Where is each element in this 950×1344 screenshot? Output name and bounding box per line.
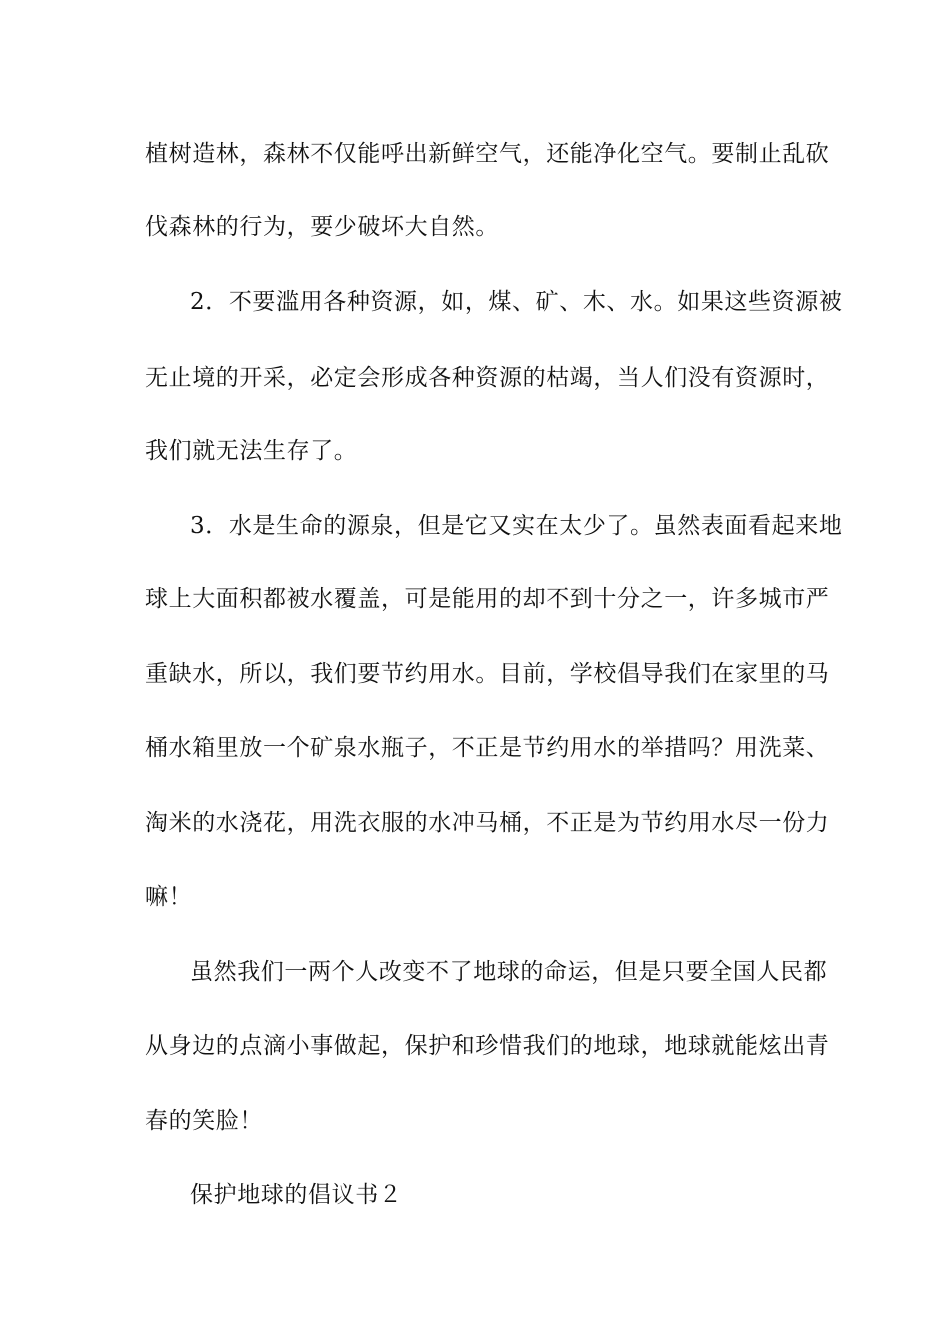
text-line-11: 嘛！ bbox=[145, 884, 193, 910]
section-heading: 保护地球的倡议书２ bbox=[190, 1182, 403, 1208]
text-line-3: 2．不要滥用各种资源，如，煤、矿、木、水。如果这些资源被 bbox=[190, 289, 843, 315]
text-line-6: 3．水是生命的源泉，但是它又实在太少了。虽然表面看起来地 bbox=[190, 513, 843, 539]
text-line-1: 植树造林，森林不仅能呼出新鲜空气，还能净化空气。要制止乱砍 bbox=[145, 141, 830, 167]
text-line-12: 虽然我们一两个人改变不了地球的命运，但是只要全国人民都 bbox=[190, 959, 828, 985]
text-line-2: 伐森林的行为，要少破坏大自然。 bbox=[145, 214, 499, 240]
text-line-5: 我们就无法生存了。 bbox=[145, 438, 358, 464]
text-line-4: 无止境的开采，必定会形成各种资源的枯竭，当人们没有资源时， bbox=[145, 365, 830, 391]
text-line-13: 从身边的点滴小事做起，保护和珍惜我们的地球，地球就能炫出青 bbox=[145, 1033, 830, 1059]
text-line-7: 球上大面积都被水覆盖，可是能用的却不到十分之一，许多城市严 bbox=[145, 586, 830, 612]
text-line-10: 淘米的水浇花，用洗衣服的水冲马桶，不正是为节约用水尽一份力 bbox=[145, 810, 830, 836]
text-line-8: 重缺水，所以，我们要节约用水。目前，学校倡导我们在家里的马 bbox=[145, 661, 830, 687]
text-line-9: 桶水箱里放一个矿泉水瓶子，不正是节约用水的举措吗？用洗菜、 bbox=[145, 735, 830, 761]
text-line-14: 春的笑脸！ bbox=[145, 1108, 263, 1134]
